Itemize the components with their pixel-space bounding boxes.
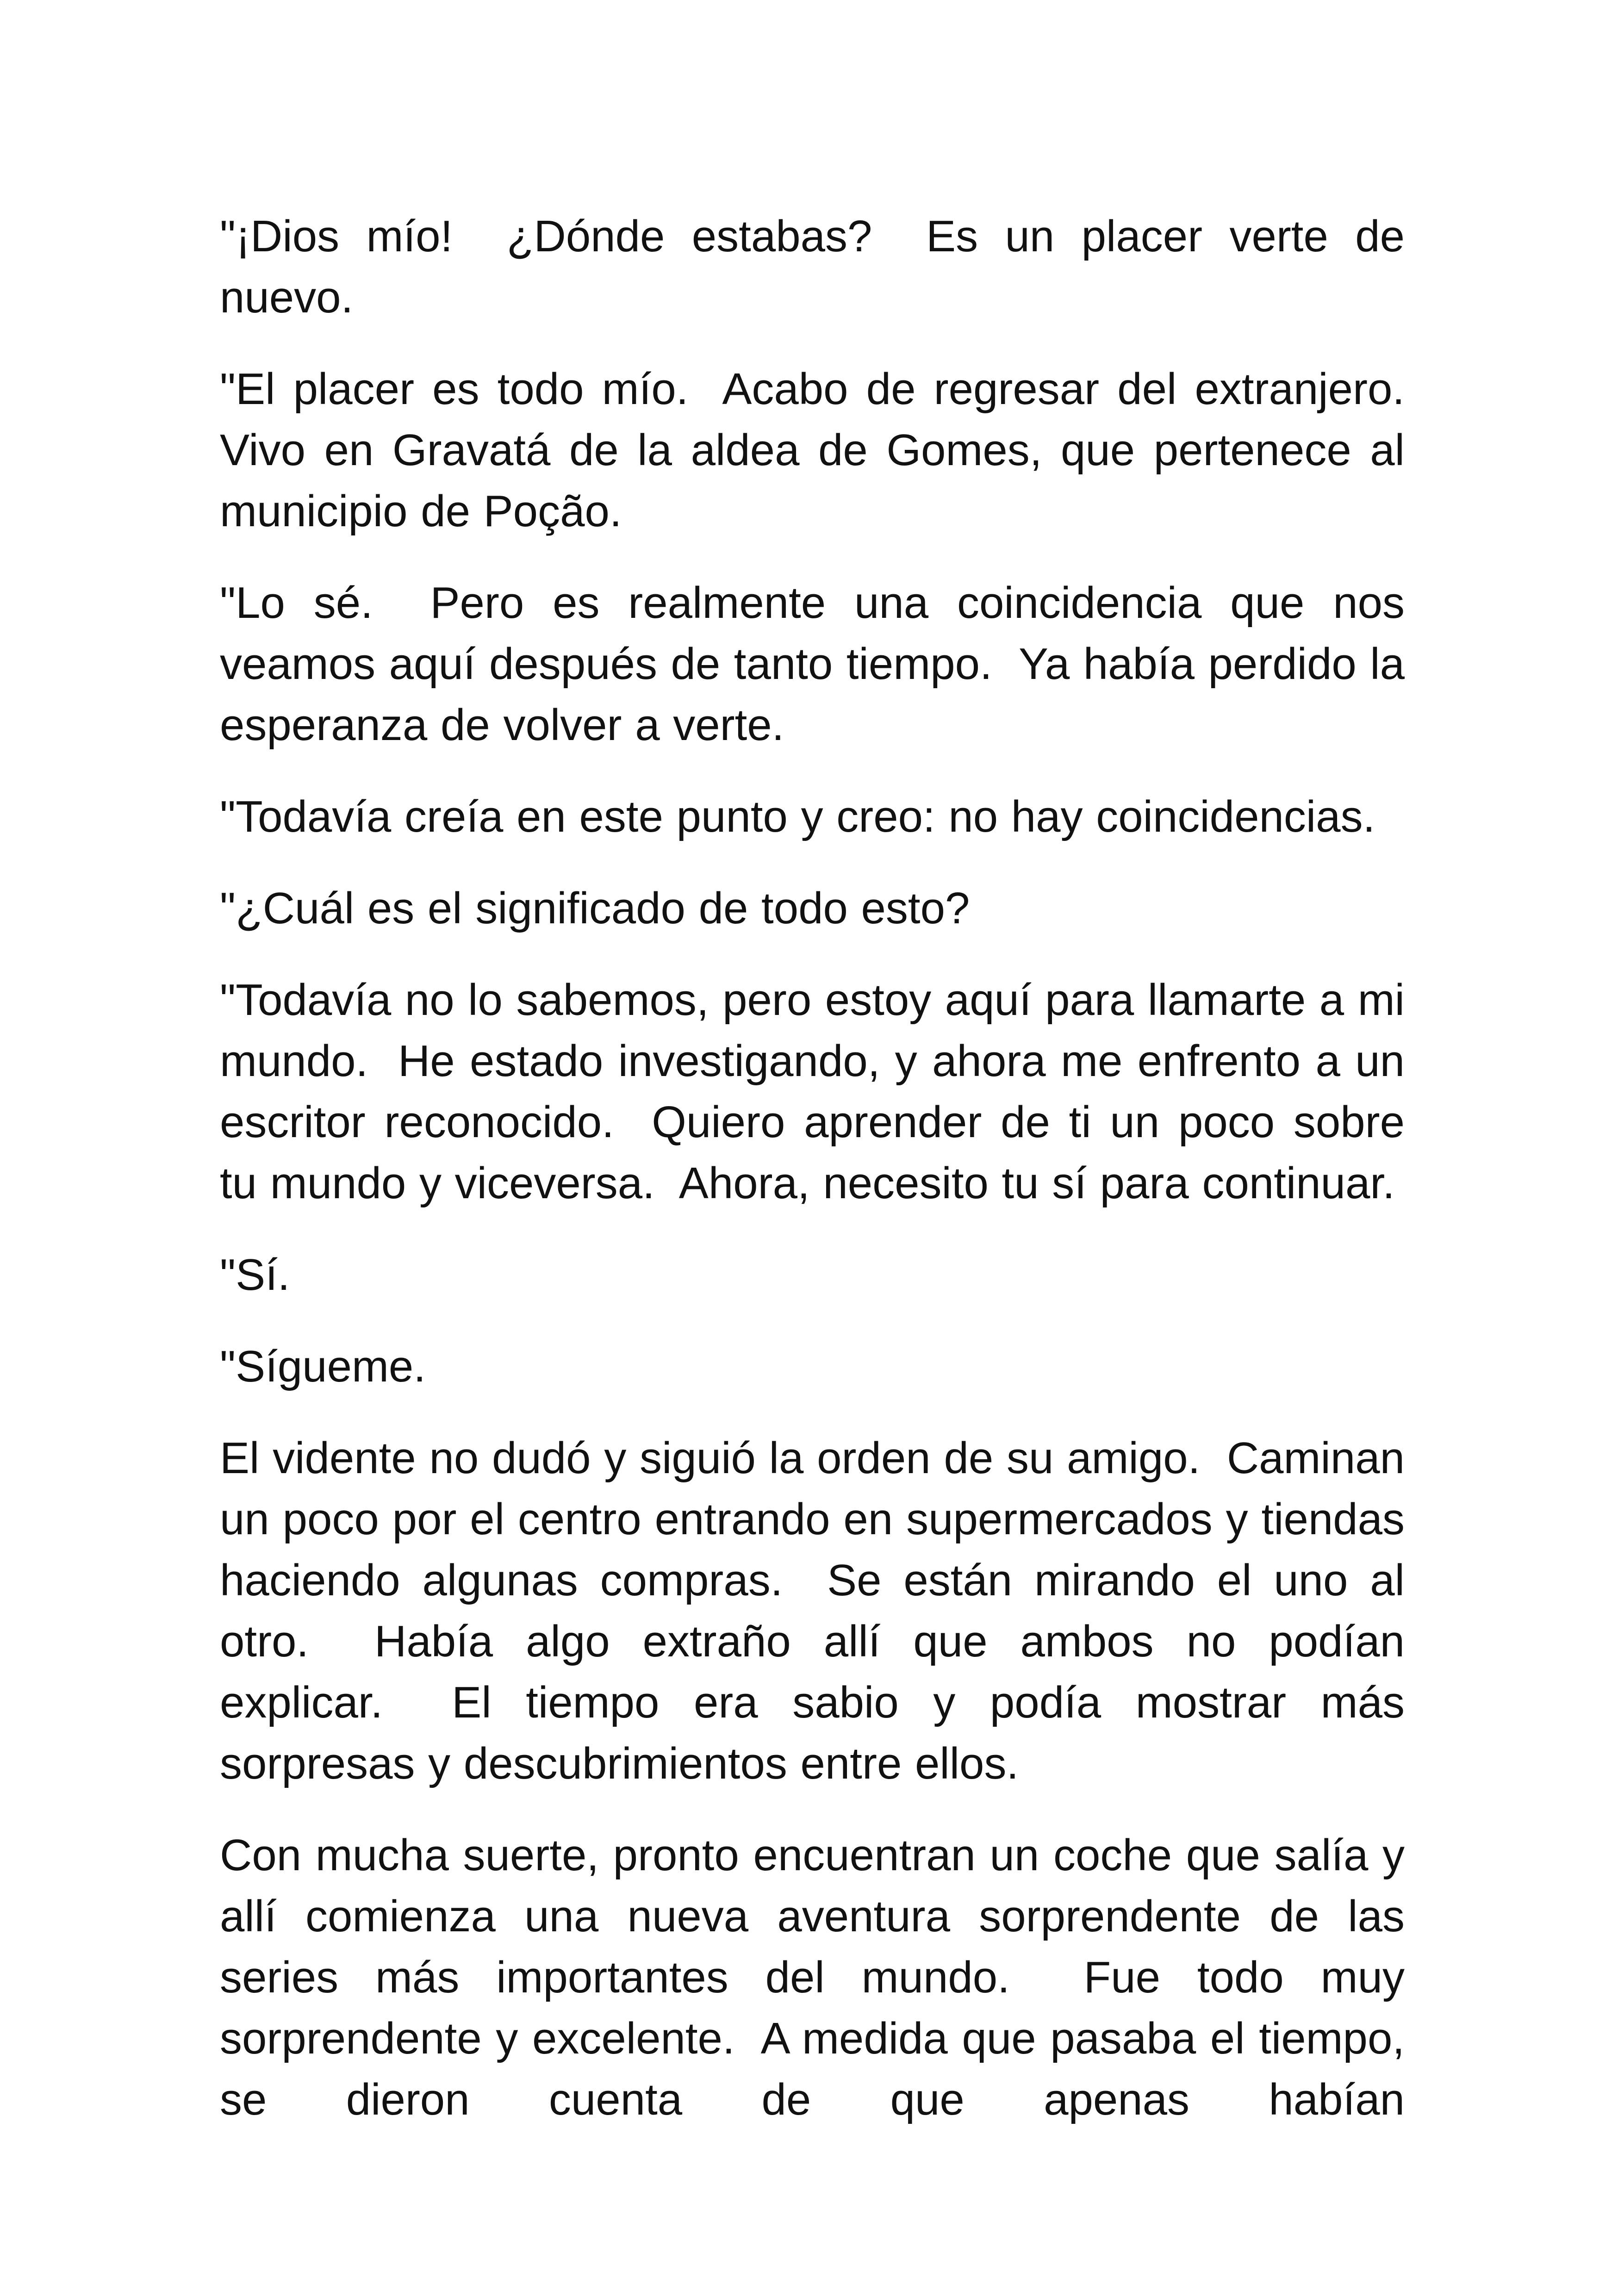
paragraph: "Todavía no lo sabemos, pero estoy aquí para llamarte a mi mundo. He estado investigando, y ahora me enfrento a un escritor reconocido. Quiero aprender de ti un poco sobre tu mundo y viceversa. Ahora, necesito tu sí para continuar. [220,975,1418,1208]
paragraph: El vidente no dudó y siguió la orden de su amigo. Caminan un poco por el centro entrando en supermercados y tiendas haciendo algunas compras. Se están mirando el uno al otro. Había algo extraño allí que ambos no podían explicar. El tiempo era sabio y podía mostrar más sorpresas y descubrimientos entre ellos. [220,1433,1418,1788]
paragraph-continued: Con mucha suerte, pronto encuentran un coche que salía y allí comienza una nueva aventura sorprendente de las series más importantes del mundo. Fue todo muy sorprendente y excelente. A medida que pasaba el tiempo, se dieron cuenta de que apenas habían [220,1830,1418,2124]
paragraph: "Sí. [220,1250,290,1300]
paragraph: "El placer es todo mío. Acabo de regresar del extranjero. Vivo en Gravatá de la aldea de Gomes, que pertenece al municipio de Poção. [220,364,1431,536]
paragraph: "Lo sé. Pero es realmente una coincidencia que nos veamos aquí después de tanto tiempo. Ya había perdido la esperanza de volver a verte. [220,578,1418,750]
paragraph: "Todavía creía en este punto y creo: no hay coincidencias. [220,792,1375,841]
document-body [220,206,1431,2130]
paragraph: "Sígueme. [220,1342,426,1391]
paragraph: "¡Dios mío! ¿Dónde estabas? Es un placer verte de nuevo. [220,212,1418,322]
paragraph: "¿Cuál es el significado de todo esto? [220,884,970,933]
